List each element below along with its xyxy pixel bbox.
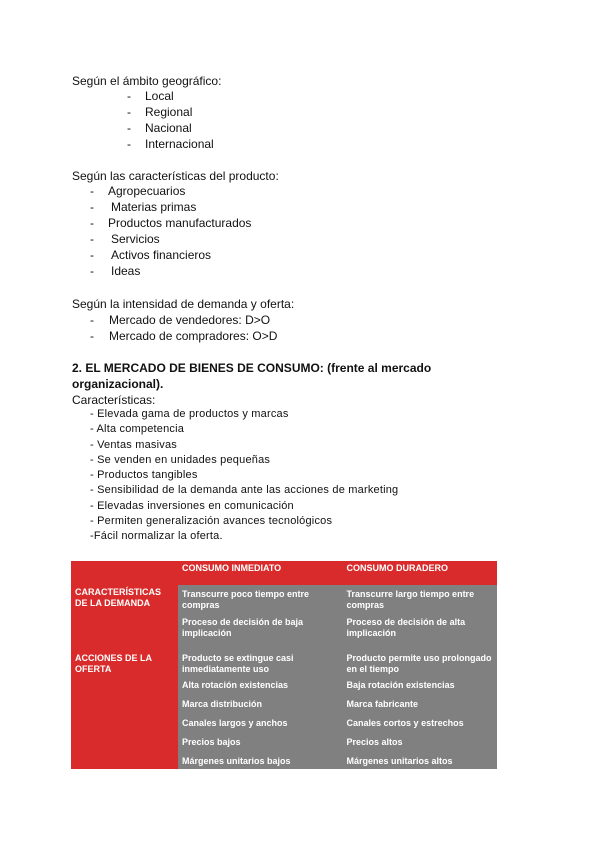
table-cell: Producto se extingue casi inmediatamente uso xyxy=(178,651,343,678)
bullet-dash: - xyxy=(90,232,94,246)
list-item: - Alta competencia xyxy=(90,423,185,436)
row-group-label: ACCIONES DE LA OFERTA xyxy=(71,651,178,769)
bullet-dash: - xyxy=(127,105,131,119)
table-cell: Marca fabricante xyxy=(343,697,497,716)
list-item-text: Agropecuarios xyxy=(108,184,186,198)
list-item-text: Mercado de vendedores: D>O xyxy=(109,313,271,327)
row-group-label: CARACTERÍSTICAS DE LA DEMANDA xyxy=(71,585,178,651)
bullet-dash: - xyxy=(90,200,94,214)
table-cell: Canales largos y anchos xyxy=(178,716,343,735)
bullet-dash: - xyxy=(127,121,131,135)
demand-heading: Según la intensidad de demanda y oferta: xyxy=(72,297,295,311)
list-item-text: Ideas xyxy=(111,264,141,278)
table-cell: Proceso de decisión de baja implicación xyxy=(178,617,343,651)
list-item-text: Activos financieros xyxy=(111,248,212,262)
table-header-cell: CONSUMO DURADERO xyxy=(343,561,497,585)
table-cell: Baja rotación existencias xyxy=(343,678,497,697)
table-cell: Canales cortos y estrechos xyxy=(343,716,497,735)
list-item: - Productos tangibles xyxy=(90,469,198,482)
table-cell: Márgenes unitarios altos xyxy=(343,754,497,769)
characteristics-label: Características: xyxy=(72,393,156,407)
consumption-comparison-table xyxy=(71,561,497,769)
list-item-text: Regional xyxy=(145,105,193,119)
list-item: - Permiten generalización avances tecnológicos xyxy=(90,515,333,528)
list-item: - Elevada gama de productos y marcas xyxy=(90,408,289,420)
characteristics-list xyxy=(90,408,398,546)
bullet-dash: - xyxy=(90,248,94,262)
table-header-row xyxy=(71,561,497,585)
bullet-dash: - xyxy=(90,313,94,327)
table-row xyxy=(71,651,497,678)
table-cell: Márgenes unitarios bajos xyxy=(178,754,343,769)
list-item-text: Local xyxy=(145,89,174,103)
table-cell: Precios altos xyxy=(343,735,497,754)
table-header-cell: CONSUMO INMEDIATO xyxy=(178,561,343,585)
bullet-dash: - xyxy=(127,89,131,103)
list-item: - Ventas masivas xyxy=(90,438,177,451)
list-item: - Elevadas inversiones en comunicación xyxy=(90,499,294,512)
list-item: - Se venden en unidades pequeñas xyxy=(90,453,271,466)
geo-heading: Según el ámbito geográfico: xyxy=(72,74,222,88)
list-item-text: Internacional xyxy=(145,137,214,151)
list-item-text: Nacional xyxy=(145,121,192,135)
list-item-text: Mercado de compradores: O>D xyxy=(109,329,278,343)
table-cell: Producto permite uso prolongado en el tiempo xyxy=(343,651,497,678)
table-cell: Marca distribución xyxy=(178,697,343,716)
table-cell: Precios bajos xyxy=(178,735,343,754)
table-cell: Transcurre largo tiempo entre compras xyxy=(343,589,497,617)
bullet-dash: - xyxy=(90,184,94,198)
list-item-text: Servicios xyxy=(111,232,160,246)
table-cell: Transcurre poco tiempo entre compras xyxy=(178,589,343,617)
bullet-dash: - xyxy=(90,264,94,278)
table-cell: Proceso de decisión de alta implicación xyxy=(343,617,497,651)
section-title: 2. EL MERCADO DE BIENES DE CONSUMO: (frente al mercado organizacional). xyxy=(72,361,432,391)
product-heading: Según las características del producto: xyxy=(72,169,279,183)
list-item-text: Materias primas xyxy=(111,200,197,214)
table-cell: Alta rotación existencias xyxy=(178,678,343,697)
bullet-dash: - xyxy=(127,137,131,151)
list-item: - Sensibilidad de la demanda ante las acciones de marketing xyxy=(90,484,399,497)
bullet-dash: - xyxy=(90,216,94,230)
bullet-dash: - xyxy=(90,329,94,343)
list-item: -Fácil normalizar la oferta. xyxy=(90,530,223,543)
list-item-text: Productos manufacturados xyxy=(108,216,252,230)
table-header-cell xyxy=(71,561,178,585)
